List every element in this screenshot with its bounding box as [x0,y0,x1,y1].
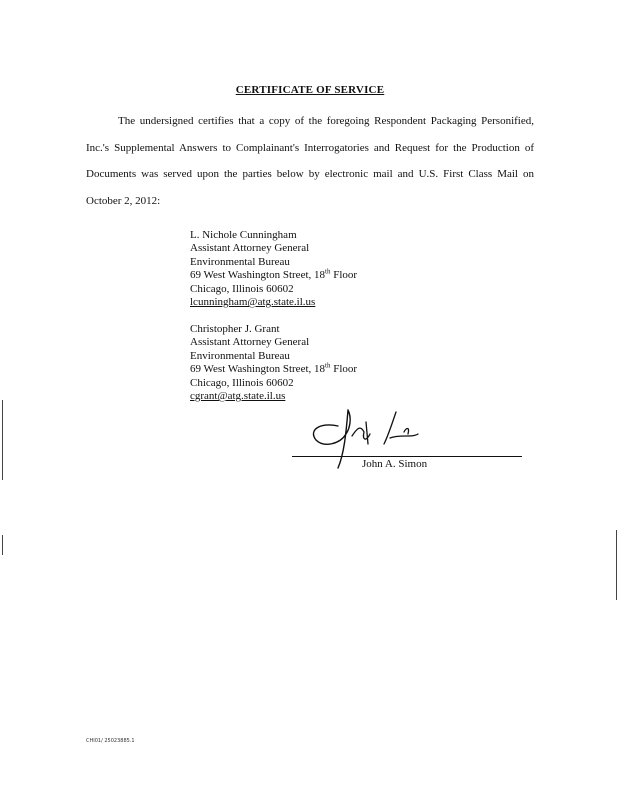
certification-paragraph: The undersigned certifies that a copy of the foregoing Respondent Packaging Personified, Inc.'s Supplemental Answers to Complainant's Interrogatories and Request for the Production of Documents was served upon the parties below by electronic mail and U.S. First Class Mail on October 2, 2012: [86,115,534,207]
street-ordinal: th [325,361,331,370]
recipient-city: Chicago, Illinois 60602 [190,282,294,295]
street-floor: Floor [330,363,358,376]
document-code: CHI01/ 25023885.1 [86,738,135,744]
recipient-bureau: Environmental Bureau [190,255,290,268]
recipient-name: L. Nichole Cunningham [190,229,297,241]
street-text: 69 West Washington Street, 18 [190,269,326,282]
recipient-title: Assistant Attorney General [190,242,310,255]
scan-edge-mark [616,530,617,600]
scan-edge-mark [2,400,3,480]
street-text: 69 West Washington Street, 18 [190,363,326,376]
recipient-city: Chicago, Illinois 60602 [190,376,294,389]
recipient-street [190,269,357,282]
recipient-bureau: Environmental Bureau [190,349,290,362]
recipient-email-link[interactable]: cgrant@atg.state.il.us [190,390,286,403]
scan-edge-mark [2,535,3,555]
recipient-address-2 [190,323,357,403]
signature-line [292,456,522,457]
recipient-title: Assistant Attorney General [190,336,310,349]
street-ordinal: th [325,267,331,276]
signer-name: John A. Simon [362,458,428,470]
recipient-address-1 [190,229,357,309]
street-floor: Floor [330,269,358,282]
recipient-name: Christopher J. Grant [190,323,280,335]
recipient-email-link[interactable]: lcunningham@atg.state.il.us [190,296,316,309]
page-title: CERTIFICATE OF SERVICE [235,84,385,96]
recipient-street [190,363,357,376]
